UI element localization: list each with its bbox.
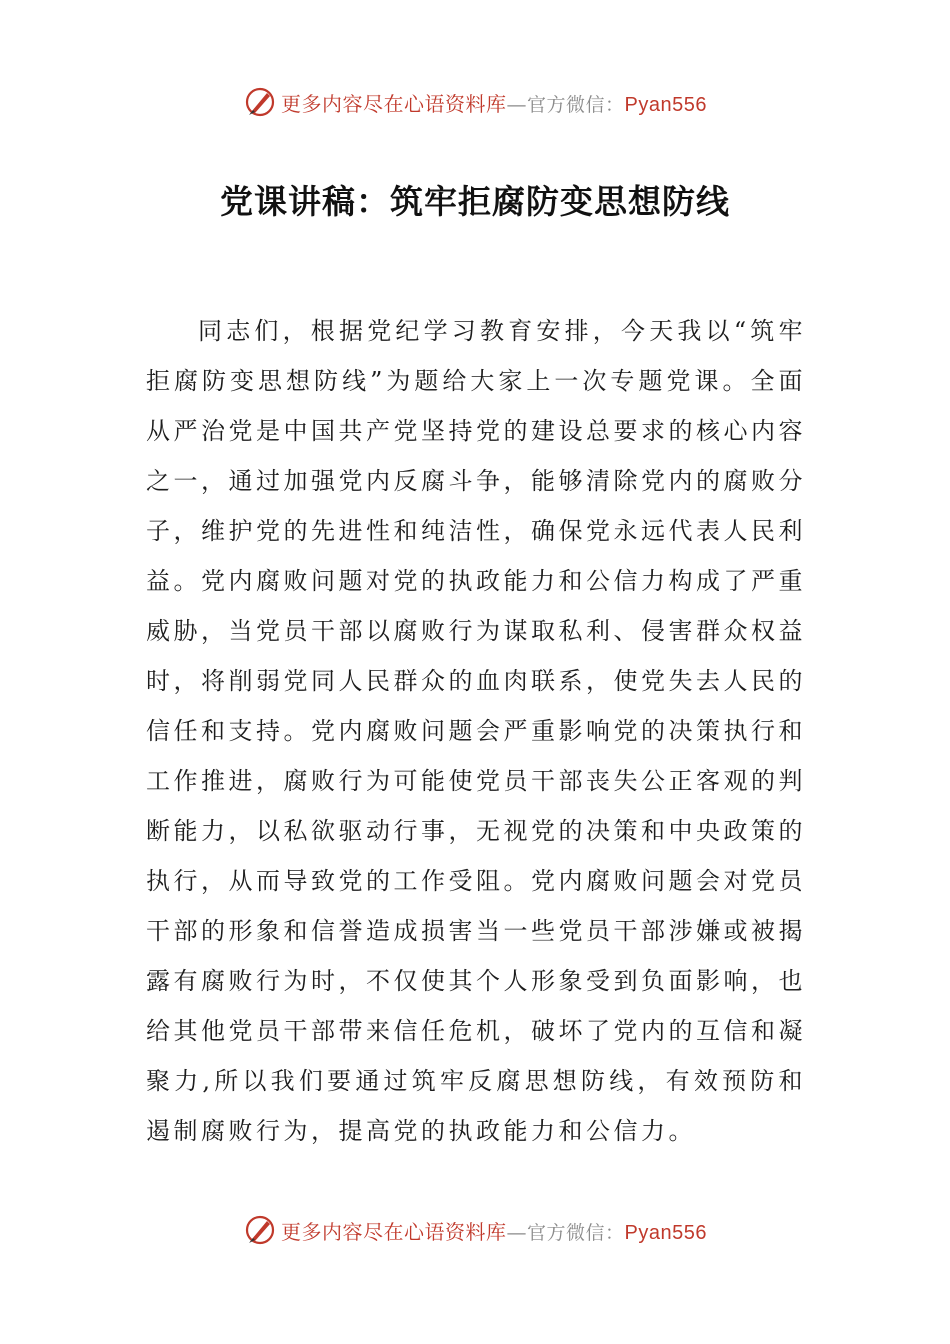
document-paragraph: 同志们，根据党纪学习教育安排，今天我以“筑牢拒腐防变思想防线”为题给大家上一次专题党课。全面从严治党是中国共产党坚持党的建设总要求的核心内容之一，通过加强党内反腐斗争，能够清除党内的腐败分子，维护党的先进性和纯洁性，确保党永远代表人民利益。党内腐败问题对党的执政能力和公信力构成了严重威胁，当党员干部以腐败行为谋取私利、侵害群众权益时，将削弱党同人民群众的血肉联系，使党失去人民的信任和支持。党内腐败问题会严重影响党的决策执行和工作推进，腐败行为可能使党员干部丧失公正客观的判断能力，以私欲驱动行事，无视党的决策和中央政策的执行，从而导致党的工作受阻。党内腐败问题会对党员干部的形象和信誉造成损害当一些党员干部涉嫌或被揭露有腐败行为时，不仅使其个人形象受到负面影响，也给其他党员干部带来信任危机，破坏了党内的互信和凝聚力,所以我们要通过筑牢反腐思想防线，有效预防和遏制腐败行为，提高党的执政能力和公信力。 (146, 317, 806, 1145)
banner-prefix: 更多内容尽在心语资料库 (281, 1219, 507, 1244)
pen-circle-logo-icon (243, 1213, 277, 1247)
pen-circle-logo-icon (243, 85, 277, 119)
banner-label: 官方微信： (527, 1221, 625, 1244)
header-banner (0, 82, 950, 122)
banner-prefix: 更多内容尽在心语资料库 (281, 91, 507, 116)
banner-wechat-id: Pyan556 (624, 93, 707, 116)
banner-dash: — (506, 1219, 527, 1244)
footer-banner (0, 1210, 950, 1250)
banner-dash: — (506, 91, 527, 116)
banner-text (281, 88, 707, 117)
document-title: 党课讲稿：筑牢拒腐防变思想防线 (220, 182, 730, 221)
banner-wechat-id: Pyan556 (624, 1221, 707, 1244)
banner-text (281, 1216, 707, 1245)
banner-label: 官方微信： (527, 93, 625, 116)
